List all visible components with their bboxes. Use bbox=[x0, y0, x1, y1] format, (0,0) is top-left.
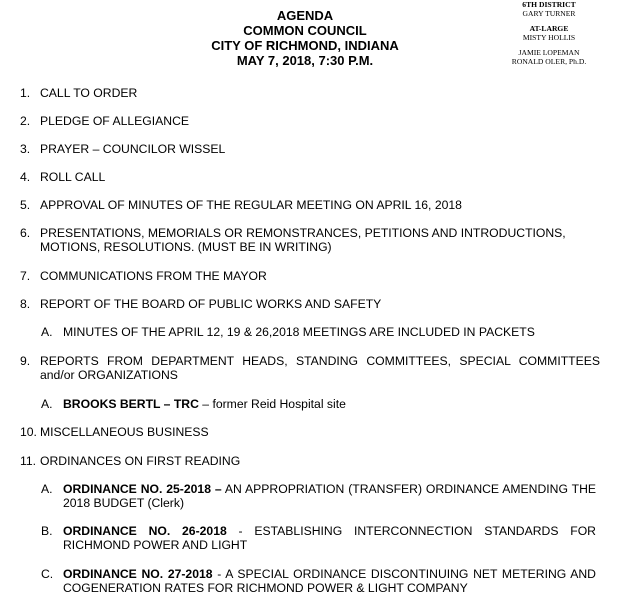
member-name: GARY TURNER bbox=[522, 9, 576, 18]
council-members-block bbox=[474, 0, 624, 66]
subitem-bold-title: ORDINANCE NO. 26-2018 bbox=[63, 524, 227, 538]
at-large-title: AT-LARGE bbox=[529, 24, 569, 33]
item-number: 7. bbox=[20, 269, 31, 283]
agenda-item bbox=[20, 226, 600, 254]
subitem-text: - ESTABLISHING INTERCONNECTION STANDARDS FOR RICHMOND POWER AND LIGHT bbox=[63, 524, 596, 552]
subitem-letter: C. bbox=[41, 567, 54, 581]
subitem-bold-title: BROOKS BERTL – TRC bbox=[63, 397, 199, 411]
agenda-item bbox=[20, 86, 600, 100]
subitem-bold-title: ORDINANCE NO. 25-2018 – bbox=[63, 482, 222, 496]
agenda-subitem bbox=[41, 325, 596, 339]
item-text: REPORTS FROM DEPARTMENT HEADS, STANDING COMMITTEES, SPECIAL COMMITTEES and/or ORGANIZATIONS bbox=[40, 354, 600, 382]
item-text: PRESENTATIONS, MEMORIALS OR REMONSTRANCES, PETITIONS AND INTRODUCTIONS, MOTIONS, RESOLUTIONS. (MUST BE IN WRITING) bbox=[40, 226, 566, 254]
agenda-subitem bbox=[41, 482, 596, 510]
district-title: 6TH DISTRICT bbox=[522, 0, 576, 9]
item-number: 2. bbox=[20, 114, 31, 128]
item-number: 1. bbox=[20, 86, 31, 100]
agenda-item bbox=[20, 354, 600, 382]
agenda-item bbox=[20, 198, 600, 212]
member-name: MISTY HOLLIS bbox=[522, 33, 576, 42]
item-text: MISCELLANEOUS BUSINESS bbox=[40, 425, 209, 439]
item-number: 8. bbox=[20, 297, 31, 311]
member-name: JAMIE LOPEMAN bbox=[518, 48, 580, 57]
item-number: 3. bbox=[20, 142, 31, 156]
agenda-item bbox=[20, 170, 600, 184]
item-text: PLEDGE OF ALLEGIANCE bbox=[40, 114, 190, 128]
agenda-item bbox=[20, 297, 600, 311]
item-text: PRAYER – COUNCILOR WISSEL bbox=[40, 142, 226, 156]
member-name: RONALD OLER, Ph.D. bbox=[511, 57, 587, 66]
item-text: APPROVAL OF MINUTES OF THE REGULAR MEETING ON APRIL 16, 2018 bbox=[40, 198, 462, 212]
item-number: 4. bbox=[20, 170, 31, 184]
subitem-bold-title: ORDINANCE NO. 27-2018 bbox=[63, 567, 213, 581]
item-number: 9. bbox=[20, 354, 31, 368]
council-name: COMMON COUNCIL bbox=[243, 23, 367, 38]
subitem-letter: A. bbox=[41, 397, 53, 411]
subitem-letter: B. bbox=[41, 524, 53, 538]
subitem-text: – former Reid Hospital site bbox=[198, 397, 346, 411]
agenda-item bbox=[20, 142, 600, 156]
subitem-text: MINUTES OF THE APRIL 12, 19 & 26,2018 MEETINGS ARE INCLUDED IN PACKETS bbox=[63, 325, 535, 339]
item-text: REPORT OF THE BOARD OF PUBLIC WORKS AND SAFETY bbox=[40, 297, 382, 311]
city-name: CITY OF RICHMOND, INDIANA bbox=[211, 38, 399, 53]
subitem-text: - A SPECIAL ORDINANCE DISCONTINUING NET METERING AND COGENERATION RATES FOR RICHMOND POWER & LIGHT COMPANY bbox=[63, 567, 596, 595]
item-number: 10. bbox=[20, 425, 37, 439]
agenda-subitem bbox=[41, 524, 596, 552]
item-text: ROLL CALL bbox=[40, 170, 106, 184]
agenda-item bbox=[20, 114, 600, 128]
agenda-header bbox=[160, 8, 450, 68]
agenda-subitem bbox=[41, 397, 596, 411]
item-number: 11. bbox=[20, 454, 37, 468]
item-text: COMMUNICATIONS FROM THE MAYOR bbox=[40, 269, 267, 283]
meeting-date: MAY 7, 2018, 7:30 P.M. bbox=[236, 53, 374, 68]
item-text: CALL TO ORDER bbox=[40, 86, 138, 100]
agenda-subitem bbox=[41, 567, 596, 595]
subitem-text: AN APPROPRIATION (TRANSFER) ORDINANCE AMENDING THE 2018 BUDGET (Clerk) bbox=[63, 482, 596, 510]
item-number: 5. bbox=[20, 198, 31, 212]
item-number: 6. bbox=[20, 226, 31, 240]
item-text: ORDINANCES ON FIRST READING bbox=[40, 454, 241, 468]
agenda-item bbox=[20, 269, 600, 283]
agenda-title: AGENDA bbox=[276, 8, 334, 23]
agenda-item bbox=[20, 425, 600, 439]
agenda-item bbox=[20, 454, 600, 468]
subitem-letter: A. bbox=[41, 482, 53, 496]
subitem-letter: A. bbox=[41, 325, 53, 339]
